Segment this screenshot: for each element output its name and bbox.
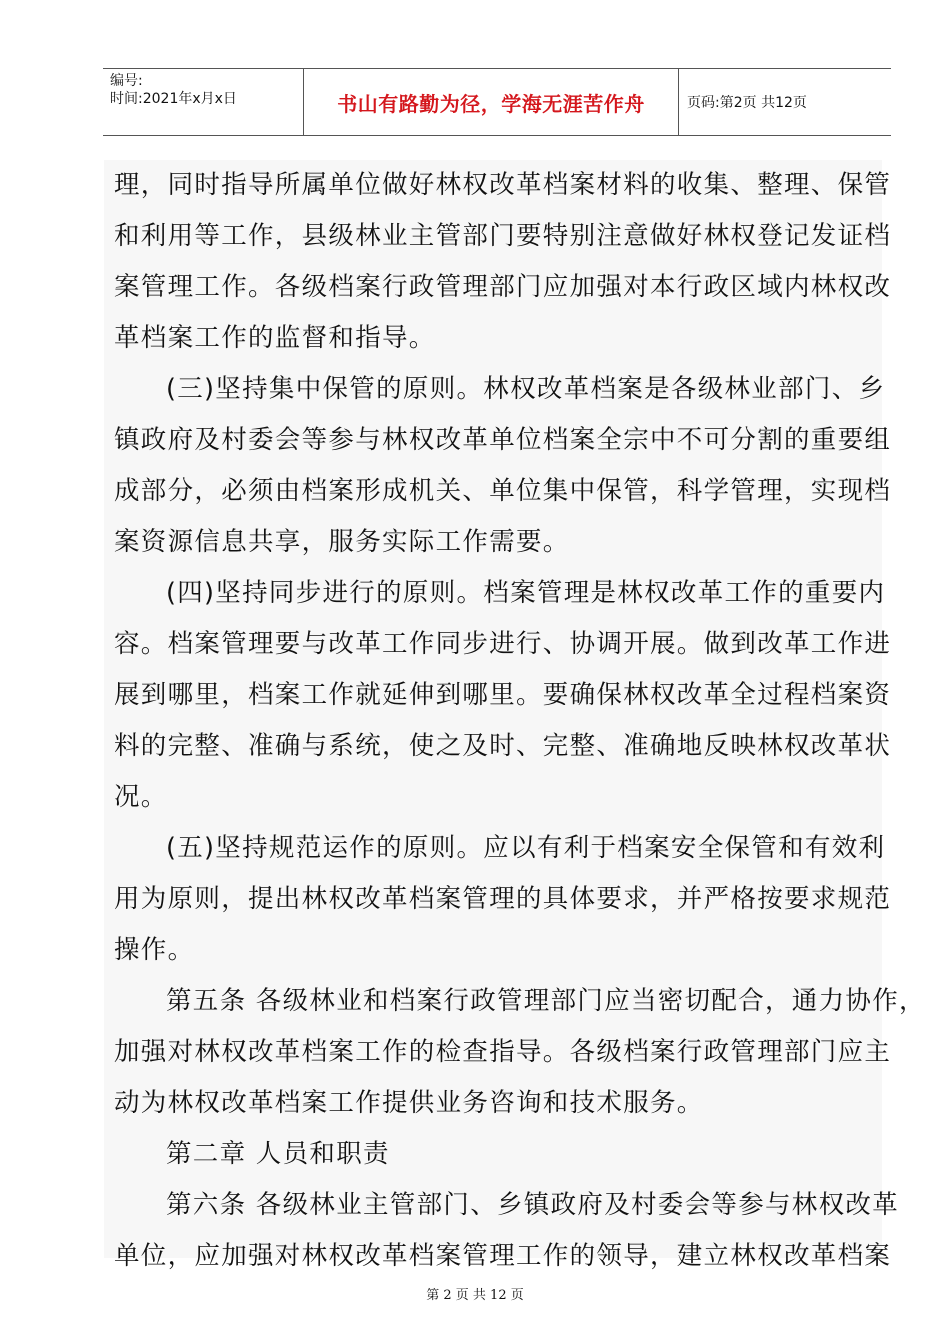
body-paragraph <box>104 160 892 364</box>
text-line: 用为原则，提出林权改革档案管理的具体要求，并严格按要求规范 <box>114 884 892 914</box>
header-meta-cell <box>103 69 304 135</box>
text-line: (三)坚持集中保管的原则。林权改革档案是各级林业部门、乡 <box>166 374 886 404</box>
document-number-label: 编号: <box>110 73 143 89</box>
text-line: 案管理工作。各级档案行政管理部门应加强对本行政区域内林权改 <box>114 272 892 302</box>
body-paragraph <box>104 364 892 568</box>
chapter-heading <box>104 1129 882 1180</box>
text-line: 成部分，必须由档案形成机关、单位集中保管，科学管理，实现档 <box>114 476 892 506</box>
page-footer: 第 2 页 共 12 页 <box>426 1288 524 1303</box>
text-line: 操作。 <box>114 935 195 965</box>
text-line: (四)坚持同步进行的原则。档案管理是林权改革工作的重要内 <box>166 578 886 608</box>
document-time-label: 时间:2021年x月x日 <box>110 91 237 107</box>
text-line: 料的完整、准确与系统，使之及时、完整、准确地反映林权改革状 <box>114 731 892 761</box>
text-line: 容。档案管理要与改革工作同步进行、协调开展。做到改革工作进 <box>114 629 892 659</box>
text-line: 第六条 各级林业主管部门、乡镇政府及村委会等参与林权改革 <box>166 1190 900 1220</box>
body-paragraph <box>104 568 892 823</box>
header-motto: 书山有路勤为径，学海无涯苦作舟 <box>304 69 679 135</box>
text-line: 案资源信息共享，服务实际工作需要。 <box>114 527 570 557</box>
text-line: 况。 <box>114 782 168 812</box>
body-paragraph <box>104 976 926 1129</box>
body-paragraph <box>104 1180 900 1282</box>
text-line: 理，同时指导所属单位做好林权改革档案材料的收集、整理、保管 <box>114 170 892 200</box>
text-line: 第二章 人员和职责 <box>166 1139 390 1169</box>
text-line: 展到哪里，档案工作就延伸到哪里。要确保林权改革全过程档案资 <box>114 680 892 710</box>
header-page-label: 页码:第2页 共12页 <box>687 95 807 111</box>
document-header <box>103 68 891 136</box>
text-line: 和利用等工作，县级林业主管部门要特别注意做好林权登记发证档 <box>114 221 892 251</box>
body-paragraph <box>104 823 892 976</box>
text-line: (五)坚持规范运作的原则。应以有利于档案安全保管和有效利 <box>166 833 886 863</box>
text-line: 革档案工作的监督和指导。 <box>114 323 436 353</box>
text-line: 单位，应加强对林权改革档案管理工作的领导，建立林权改革档案 <box>114 1241 892 1271</box>
text-line: 加强对林权改革档案工作的检查指导。各级档案行政管理部门应主 <box>114 1037 892 1067</box>
text-line: 第五条 各级林业和档案行政管理部门应当密切配合，通力协作， <box>166 986 926 1016</box>
text-line: 动为林权改革档案工作提供业务咨询和技术服务。 <box>114 1088 704 1118</box>
text-line: 镇政府及村委会等参与林权改革单位档案全宗中不可分割的重要组 <box>114 425 892 455</box>
document-body <box>104 160 926 1271</box>
